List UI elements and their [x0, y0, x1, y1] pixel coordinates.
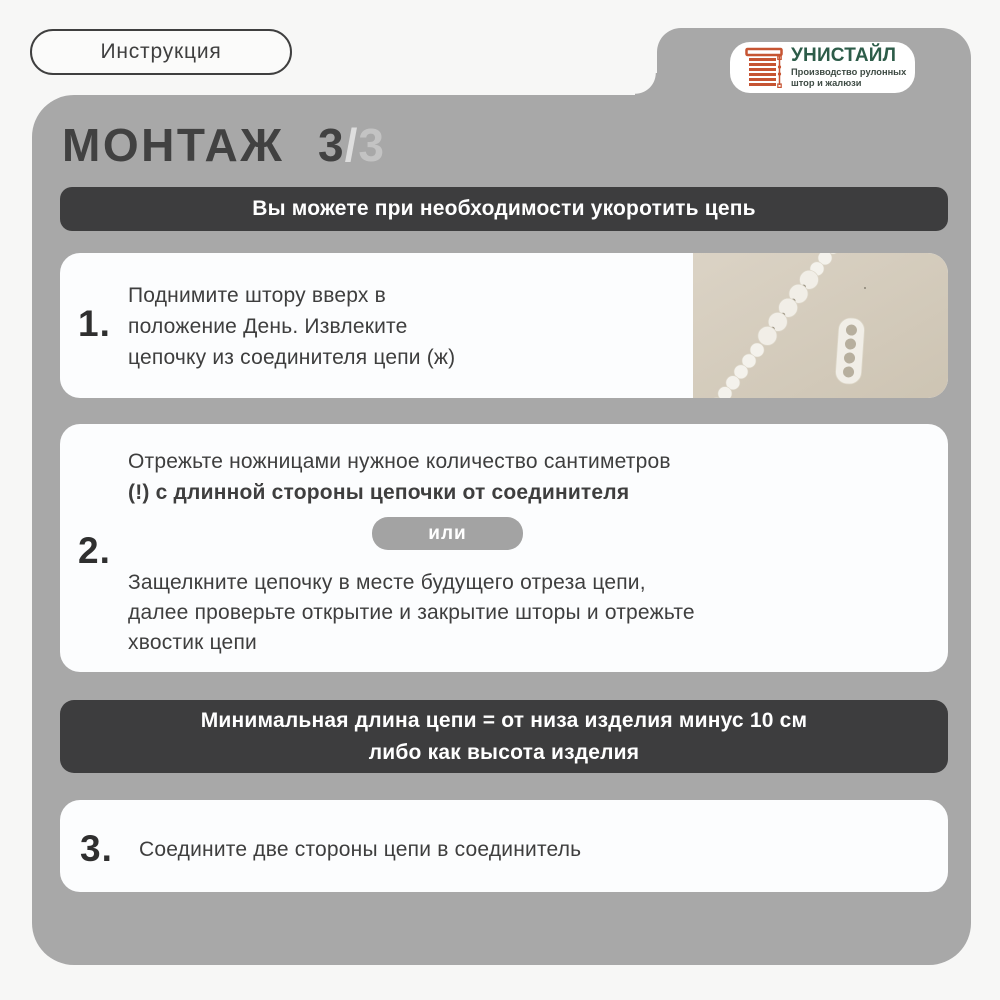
page-counter [318, 119, 385, 171]
brand-logo [730, 42, 915, 93]
page-title: МОНТАЖ [62, 119, 285, 171]
step-2-option1-line1: Отрежьте ножницами нужное количество сантиметров [128, 450, 671, 473]
step-2-option2 [128, 568, 695, 658]
step-1-line2: положение День. Извлеките [128, 315, 408, 338]
step-2-option1-line2: (!) с длинной стороны цепочки от соединителя [128, 481, 630, 504]
step-1-line3: цепочку из соединителя цепи (ж) [128, 346, 456, 369]
step-2-option2-line2: далее проверьте открытие и закрытие шторы и отрежьте [128, 601, 695, 624]
brand-tagline-line2: штор и жалюзи [791, 78, 862, 88]
step-2-option2-line1: Защелкните цепочку в месте будущего отреза цепи, [128, 571, 646, 594]
note-banner-min-length-line2: либо как высота изделия [368, 740, 640, 764]
note-banner-min-length [60, 700, 948, 773]
step-3-number: 3. [80, 828, 113, 869]
step-3-text: Соедините две стороны цепи в соединитель [139, 838, 582, 861]
brand-tagline-line1: Производство рулонных [791, 67, 907, 77]
note-banner-shorten-chain [60, 187, 948, 231]
or-divider-label: или [428, 522, 467, 544]
step-1-number: 1. [78, 303, 111, 344]
step-card-2 [60, 424, 948, 672]
instruction-badge[interactable] [30, 29, 292, 75]
step-1-text [128, 280, 455, 373]
page-counter-total: 3 [358, 119, 385, 171]
step-2-option1 [128, 446, 671, 508]
step-1-line1: Поднимите штору вверх в [128, 284, 386, 307]
page-counter-slash: / [344, 119, 359, 171]
instruction-badge-label: Инструкция [100, 40, 222, 63]
blinds-icon [745, 47, 785, 89]
brand-logo-text [791, 46, 906, 89]
step-2-option2-line3: хвостик цепи [128, 631, 257, 654]
note-banner-min-length-line1: Минимальная длина цепи = от низа изделия минус 10 см [200, 708, 808, 732]
note-banner-shorten-chain-text: Вы можете при необходимости укоротить цепь [252, 197, 756, 220]
step-card-3 [60, 800, 948, 892]
or-divider-pill [372, 517, 523, 550]
bead-chain-photo [693, 253, 948, 398]
page-counter-current: 3 [318, 119, 345, 171]
step-card-1 [60, 253, 948, 398]
logo-tab-fillet [635, 73, 657, 95]
step-2-number: 2. [78, 530, 111, 571]
brand-name: УНИСТАЙЛ [791, 45, 897, 66]
